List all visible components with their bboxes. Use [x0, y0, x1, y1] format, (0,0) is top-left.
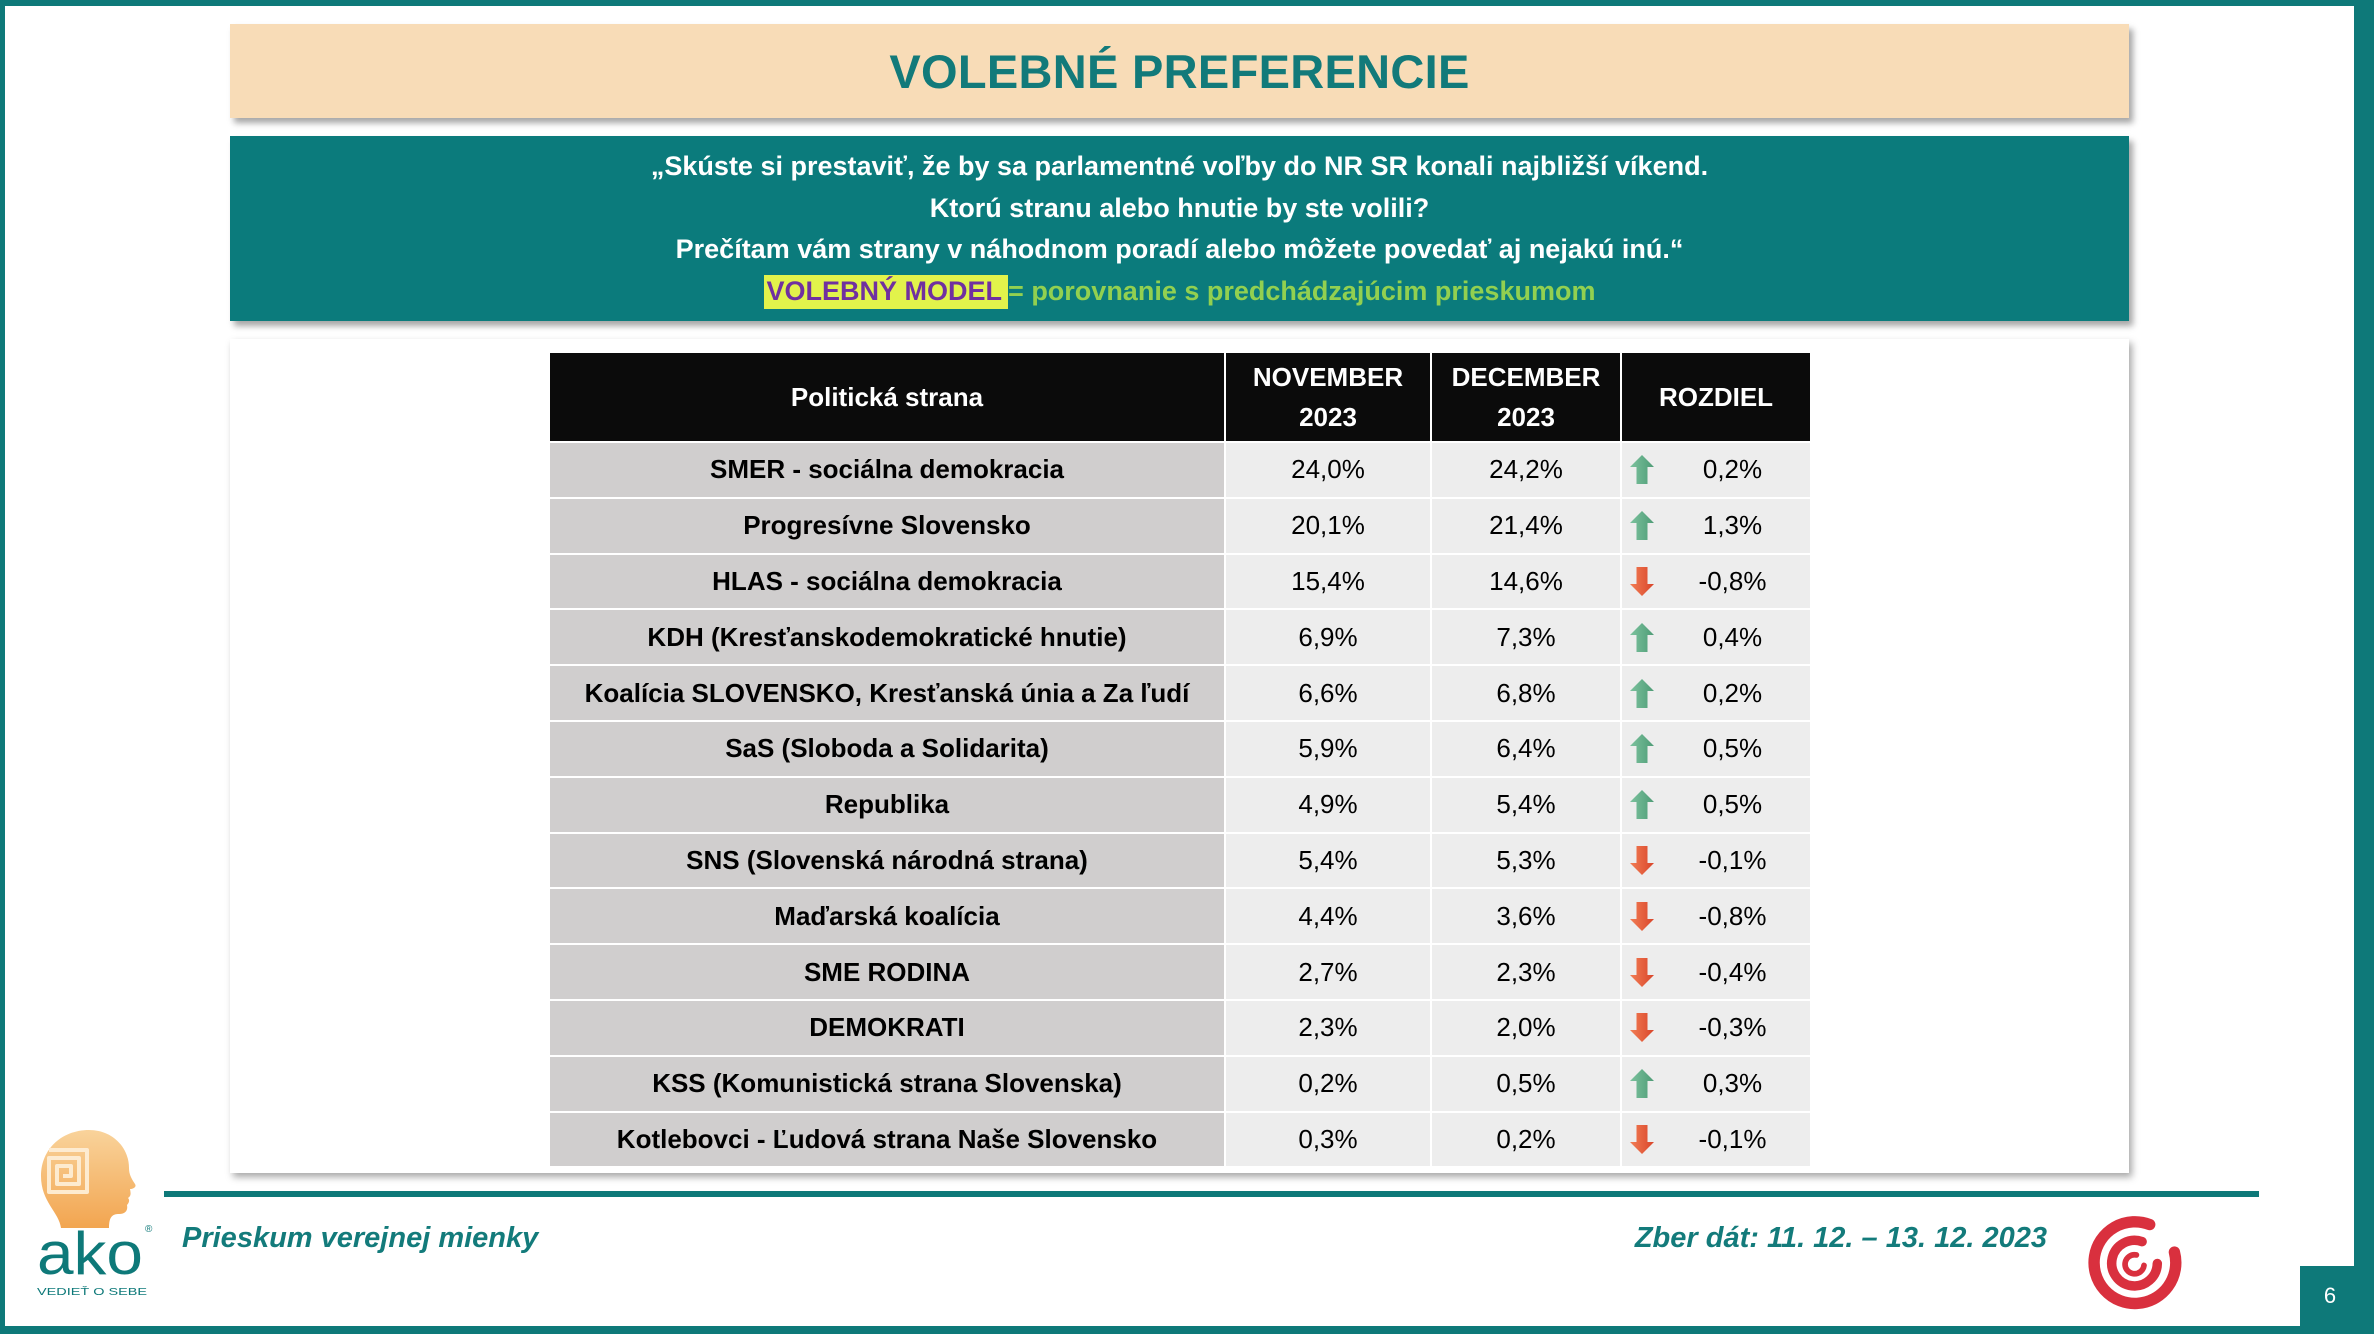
- december-value-cell: 0,5%: [1432, 1057, 1620, 1111]
- difference-cell: [1622, 1001, 1810, 1055]
- party-name-cell: HLAS - sociálna demokracia: [550, 555, 1224, 609]
- difference-cell: [1622, 945, 1810, 999]
- footer-divider: [164, 1191, 2259, 1197]
- header-label: 2023: [1497, 402, 1555, 432]
- difference-value: 0,2%: [1702, 454, 1763, 485]
- difference-cell: [1622, 1113, 1810, 1167]
- november-value-cell: 0,2%: [1226, 1057, 1430, 1111]
- november-value-cell: 4,9%: [1226, 778, 1430, 832]
- party-name-cell: Kotlebovci - Ľudová strana Naše Slovensko: [550, 1113, 1224, 1167]
- november-value-cell: 20,1%: [1226, 499, 1430, 553]
- difference-value: -0,4%: [1698, 956, 1767, 987]
- december-value-cell: 24,2%: [1432, 443, 1620, 497]
- december-value-cell: 2,0%: [1432, 1001, 1620, 1055]
- arrow-up-icon: [1629, 733, 1655, 764]
- party-name-cell: SME RODINA: [550, 945, 1224, 999]
- december-value-cell: 5,3%: [1432, 834, 1620, 888]
- arrow-up-icon: [1629, 510, 1655, 541]
- party-name-cell: Koalícia SLOVENSKO, Kresťanská únia a Za ľudí: [550, 666, 1224, 720]
- difference-cell: [1622, 666, 1810, 720]
- difference-value: -0,3%: [1698, 1012, 1767, 1043]
- difference-value: 1,3%: [1702, 510, 1763, 541]
- november-value-cell: 0,3%: [1226, 1113, 1430, 1167]
- question-line: Prečítam vám strany v náhodnom poradí alebo môžete povedať aj nejakú inú.“: [675, 234, 1684, 265]
- header-label: DECEMBER: [1451, 362, 1601, 392]
- arrow-down-icon: [1629, 957, 1655, 988]
- ako-logo: [33, 1128, 159, 1299]
- party-name-cell: Maďarská koalícia: [550, 889, 1224, 943]
- party-name-cell: SNS (Slovenská národná strana): [550, 834, 1224, 888]
- question-box: [230, 136, 2129, 321]
- difference-cell: [1622, 834, 1810, 888]
- party-name-cell: KSS (Komunistická strana Slovenska): [550, 1057, 1224, 1111]
- party-name-cell: KDH (Kresťanskodemokratické hnutie): [550, 610, 1224, 664]
- difference-value: -0,8%: [1698, 565, 1767, 596]
- difference-cell: [1622, 778, 1810, 832]
- december-value-cell: 7,3%: [1432, 610, 1620, 664]
- difference-value: -0,1%: [1698, 1123, 1767, 1154]
- party-name-cell: Republika: [550, 778, 1224, 832]
- party-name-cell: DEMOKRATI: [550, 1001, 1224, 1055]
- arrow-down-icon: [1629, 845, 1655, 876]
- difference-cell: [1622, 499, 1810, 553]
- december-value-cell: 14,6%: [1432, 555, 1620, 609]
- november-value-cell: 6,6%: [1226, 666, 1430, 720]
- footer-collection-dates: Zber dát: 11. 12. – 13. 12. 2023: [1634, 1222, 2047, 1254]
- difference-cell: [1622, 722, 1810, 776]
- model-note: = porovnanie s predchádzajúcim prieskumom: [1008, 275, 1596, 306]
- november-value-cell: 4,4%: [1226, 889, 1430, 943]
- logo-tagline: VEDIEŤ O SEBE: [37, 1287, 114, 1298]
- page-number: 6: [2300, 1266, 2360, 1326]
- difference-cell: [1622, 555, 1810, 609]
- header-label: Politická strana: [790, 382, 984, 412]
- header-label: NOVEMBER: [1252, 362, 1404, 392]
- november-value-cell: 2,7%: [1226, 945, 1430, 999]
- header-label: 2023: [1299, 402, 1357, 432]
- arrow-up-icon: [1629, 789, 1655, 820]
- question-line: Ktorú stranu alebo hnutie by ste volili?: [929, 192, 1430, 223]
- party-name-cell: SaS (Sloboda a Solidarita): [550, 722, 1224, 776]
- model-label: VOLEBNÝ MODEL: [764, 275, 1009, 309]
- arrow-up-icon: [1629, 454, 1655, 485]
- november-value-cell: 2,3%: [1226, 1001, 1430, 1055]
- logo-registered-mark: ®: [145, 1224, 153, 1235]
- arrow-down-icon: [1629, 1012, 1655, 1043]
- title-banner: [230, 24, 2129, 118]
- december-value-cell: 0,2%: [1432, 1113, 1620, 1167]
- difference-value: -0,8%: [1698, 900, 1767, 931]
- arrow-down-icon: [1629, 566, 1655, 597]
- difference-cell: [1622, 889, 1810, 943]
- header-cell-party: [550, 353, 1224, 441]
- difference-cell: [1622, 610, 1810, 664]
- november-value-cell: 5,9%: [1226, 722, 1430, 776]
- arrow-down-icon: [1629, 901, 1655, 932]
- november-value-cell: 5,4%: [1226, 834, 1430, 888]
- page-title: VOLEBNÉ PREFERENCIE: [889, 44, 1470, 98]
- december-value-cell: 5,4%: [1432, 778, 1620, 832]
- header-cell-december: [1432, 353, 1620, 441]
- arrow-up-icon: [1629, 678, 1655, 709]
- model-legend: [230, 271, 2129, 313]
- difference-value: 0,5%: [1702, 733, 1763, 764]
- header-cell-november: [1226, 353, 1430, 441]
- december-value-cell: 6,4%: [1432, 722, 1620, 776]
- difference-cell: [1622, 443, 1810, 497]
- arrow-down-icon: [1629, 1124, 1655, 1155]
- arrow-up-icon: [1629, 1068, 1655, 1099]
- difference-value: 0,4%: [1702, 621, 1763, 652]
- december-value-cell: 6,8%: [1432, 666, 1620, 720]
- party-name-cell: Progresívne Slovensko: [550, 499, 1224, 553]
- november-value-cell: 24,0%: [1226, 443, 1430, 497]
- red-swirl-logo-icon: [2086, 1216, 2183, 1311]
- difference-value: 0,2%: [1702, 677, 1763, 708]
- question-line: „Skúste si prestaviť, že by sa parlamentné voľby do NR SR konali najbližší víkend.: [650, 151, 1709, 181]
- difference-value: -0,1%: [1698, 844, 1767, 875]
- question-text: [230, 146, 2129, 271]
- party-name-cell: SMER - sociálna demokracia: [550, 443, 1224, 497]
- december-value-cell: 21,4%: [1432, 499, 1620, 553]
- november-value-cell: 6,9%: [1226, 610, 1430, 664]
- poll-results-table: [550, 353, 1810, 1166]
- arrow-up-icon: [1629, 622, 1655, 653]
- logo-wordmark: ako: [37, 1220, 143, 1287]
- header-cell-difference: [1622, 353, 1810, 441]
- footer-survey-label: Prieskum verejnej mienky: [182, 1222, 539, 1254]
- header-label: ROZDIEL: [1658, 382, 1774, 412]
- difference-value: 0,3%: [1702, 1068, 1763, 1099]
- december-value-cell: 2,3%: [1432, 945, 1620, 999]
- difference-cell: [1622, 1057, 1810, 1111]
- december-value-cell: 3,6%: [1432, 889, 1620, 943]
- difference-value: 0,5%: [1702, 789, 1763, 820]
- november-value-cell: 15,4%: [1226, 555, 1430, 609]
